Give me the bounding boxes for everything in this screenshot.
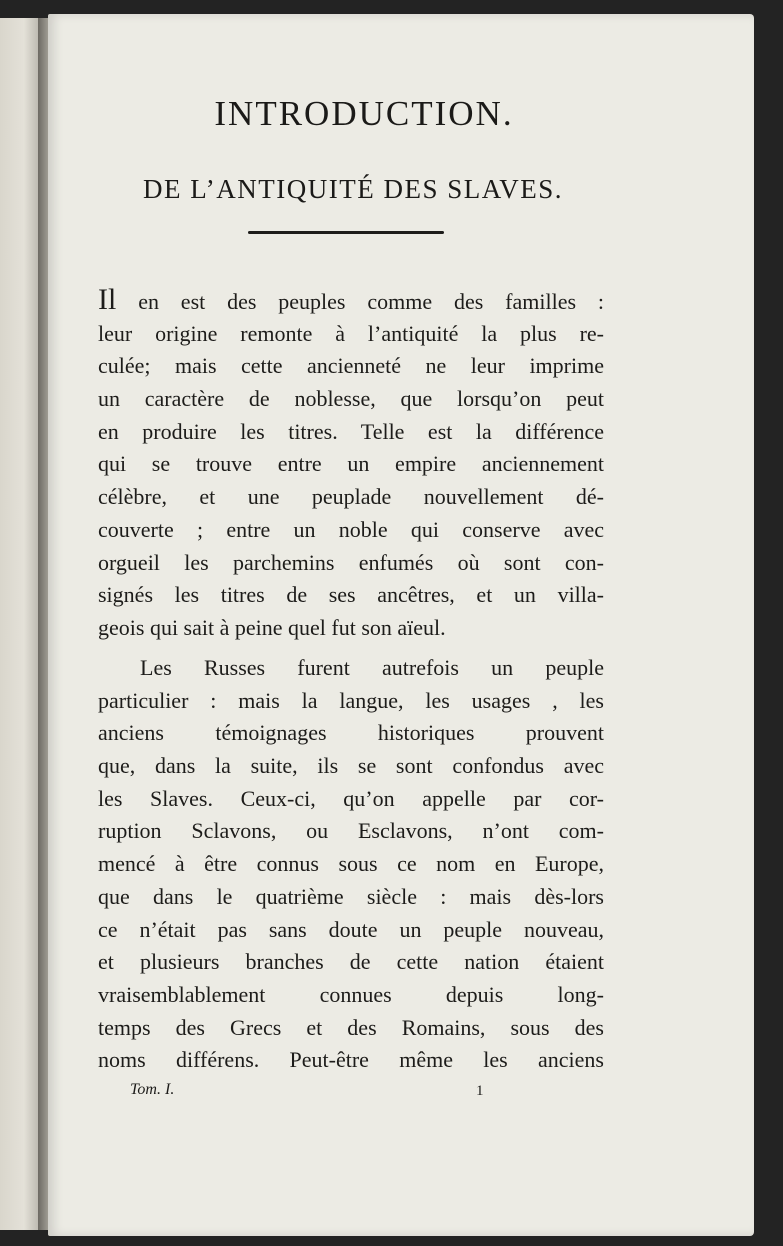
text-line: qui se trouve entre un empire anciennement (98, 451, 604, 477)
volume-signature: Tom. I. (130, 1081, 175, 1098)
text-line: culée; mais cette ancienneté ne leur imprime (98, 353, 604, 379)
text-line: temps des Grecs et des Romains, sous des (98, 1014, 604, 1040)
text-line: Les Russes furent autrefois un peuple (140, 655, 604, 680)
text-line: un caractère de noblesse, que lorsqu’on peut (98, 386, 604, 412)
text-line: particulier : mais la langue, les usages , les (98, 687, 604, 713)
text-line: orgueil les parchemins enfumés où sont con- (98, 549, 604, 575)
text-line: noms différens. Peut-être même les anciens (98, 1047, 604, 1073)
text-line: les Slaves. Ceux-ci, qu’on appelle par cor- (98, 785, 604, 811)
text-line: célèbre, et une peuplade nouvellement dé- (98, 484, 604, 510)
book-page (48, 14, 754, 1236)
text-line: en produire les titres. Telle est la différence (98, 418, 604, 444)
chapter-title: INTRODUCTION. (214, 94, 514, 133)
text-line: signés les titres de ses ancêtres, et un villa- (98, 582, 604, 608)
text-line: ruption Sclavons, ou Esclavons, n’ont com- (98, 818, 604, 844)
chapter-subtitle: DE L’ANTIQUITÉ DES SLAVES. (143, 174, 563, 204)
text-line: mencé à être connus sous ce nom en Europe, (98, 851, 604, 877)
text-line: et plusieurs branches de cette nation étaient (98, 949, 604, 975)
text-line: ce n’était pas sans doute un peuple nouveau, (98, 916, 604, 942)
text-line: leur origine remonte à l’antiquité la plus re- (98, 320, 604, 346)
text-line: couverte ; entre un noble qui conserve avec (98, 516, 604, 542)
drop-cap: Il (98, 283, 117, 316)
decorative-rule (248, 231, 444, 234)
text-line: que dans le quatrième siècle : mais dès-lors (98, 883, 604, 909)
paragraph-2 (98, 652, 604, 1077)
text-line: Il en est des peuples comme des familles : (98, 283, 604, 316)
text-line: vraisemblablement connues depuis long- (98, 981, 604, 1007)
gathering-signature: 1 (476, 1083, 484, 1099)
text-line: anciens témoignages historiques prouvent (98, 720, 604, 746)
text-line: geois qui sait à peine quel fut son aïeul. (98, 614, 446, 640)
paragraph-1 (98, 285, 604, 645)
text-line: que, dans la suite, ils se sont confondus avec (98, 753, 604, 779)
facing-page-edge (0, 18, 40, 1230)
